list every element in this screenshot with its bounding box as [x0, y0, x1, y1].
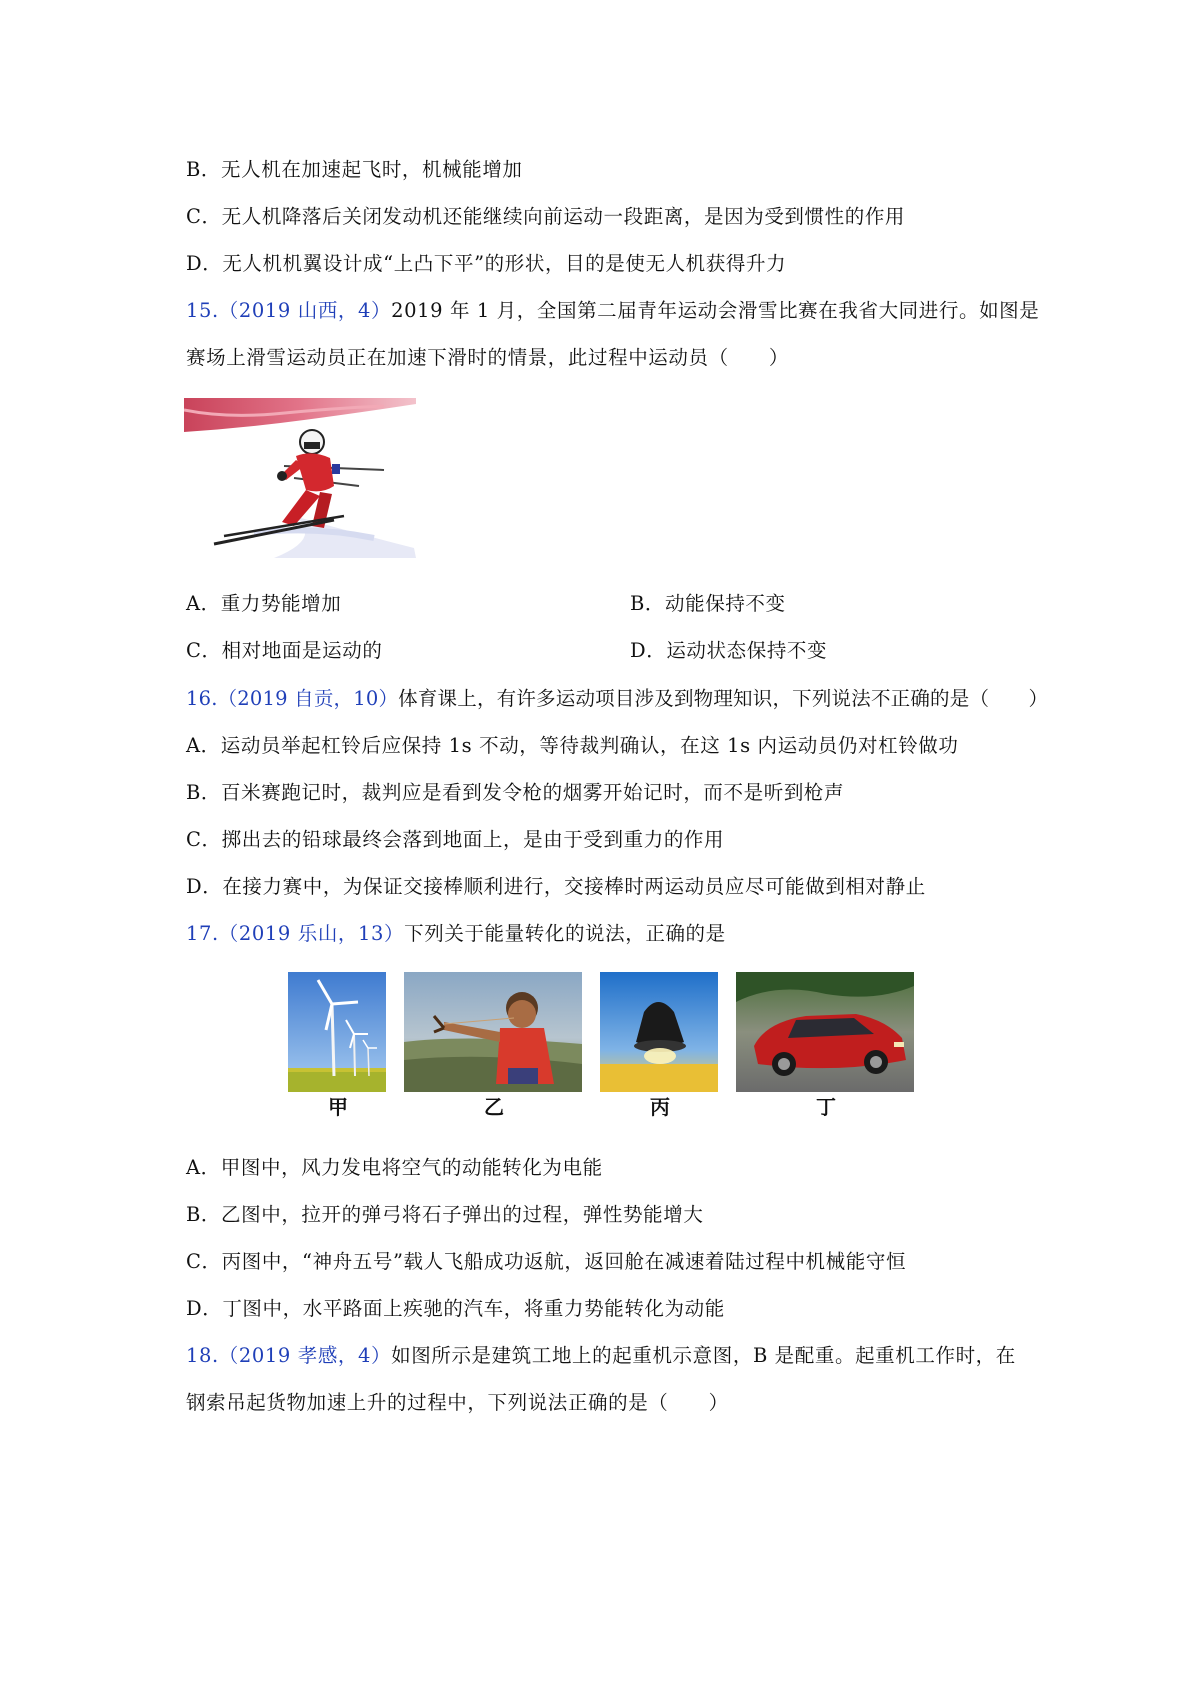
- q15-option-b: B．动能保持不变: [630, 592, 786, 615]
- q17-label-bing: 丙: [650, 1095, 670, 1119]
- q15-stem-line2: 赛场上滑雪运动员正在加速下滑时的情景，此过程中运动员（ ）: [186, 346, 790, 369]
- q17-option-d: D．丁图中，水平路面上疾驰的汽车，将重力势能转化为动能: [186, 1297, 725, 1320]
- q17-stem-text: 下列关于能量转化的说法，正确的是: [404, 922, 726, 945]
- q16-option-b: B．百米赛跑记时，裁判应是看到发令枪的烟雾开始记时，而不是听到枪声: [186, 781, 845, 804]
- q16-source: 16.（2019 自贡，10）: [186, 687, 399, 710]
- q15-option-c: C．相对地面是运动的: [186, 639, 383, 662]
- q14-option-b: B．无人机在加速起飞时，机械能增加: [186, 158, 523, 181]
- q17-source: 17.（2019 乐山，13）: [186, 922, 405, 945]
- q16-option-d: D．在接力赛中，为保证交接棒顺利进行，交接棒时两运动员应尽可能做到相对静止: [186, 875, 926, 898]
- q15-source: 15.（2019 山西，4）: [186, 299, 392, 322]
- wind-turbine-image: [288, 972, 386, 1092]
- q17-label-ding: 丁: [816, 1095, 836, 1119]
- q18-stem-line1: 如图所示是建筑工地上的起重机示意图，B 是配重。起重机工作时，在: [391, 1344, 1016, 1367]
- q17-label-yi: 乙: [484, 1095, 504, 1119]
- q15-option-a: A．重力势能增加: [186, 592, 342, 615]
- q18-stem: [186, 1343, 1016, 1369]
- q17-option-b: B．乙图中，拉开的弹弓将石子弹出的过程，弹性势能增大: [186, 1203, 704, 1226]
- q17-option-a: A．甲图中，风力发电将空气的动能转化为电能: [186, 1156, 603, 1179]
- q15-stem: [186, 298, 1039, 324]
- q17-stem: [186, 921, 726, 947]
- skier-image: [184, 398, 416, 558]
- q15-skier-figure: [184, 398, 416, 558]
- q17-figure-strip: [278, 968, 924, 1130]
- q16-stem-text: 体育课上，有许多运动项目涉及到物理知识，下列说法不正确的是（ ）: [398, 687, 1049, 710]
- red-car-image: [736, 972, 914, 1092]
- q18-source: 18.（2019 孝感，4）: [186, 1344, 392, 1367]
- q16-option-c: C．掷出去的铅球最终会落到地面上，是由于受到重力的作用: [186, 828, 725, 851]
- q16-option-a: A．运动员举起杠铃后应保持 1s 不动，等待裁判确认，在这 1s 内运动员仍对杠铃做功: [186, 734, 959, 757]
- q18-stem-line2: 钢索吊起货物加速上升的过程中，下列说法正确的是（ ）: [186, 1391, 729, 1414]
- return-capsule-image: [600, 972, 718, 1092]
- q15-option-d: D．运动状态保持不变: [630, 639, 828, 662]
- q16-stem: [186, 686, 1048, 712]
- q14-option-c: C．无人机降落后关闭发动机还能继续向前运动一段距离，是因为受到惯性的作用: [186, 205, 906, 228]
- q14-option-d: D．无人机机翼设计成“上凸下平”的形状，目的是使无人机获得升力: [186, 252, 787, 275]
- q17-option-c: C．丙图中，“神舟五号”载人飞船成功返航，返回舱在减速着陆过程中机械能守恒: [186, 1250, 907, 1273]
- q17-label-jia: 甲: [328, 1095, 348, 1119]
- q15-stem-line1: 2019 年 1 月，全国第二届青年运动会滑雪比赛在我省大同进行。如图是: [391, 299, 1040, 322]
- slingshot-boy-image: [404, 972, 582, 1092]
